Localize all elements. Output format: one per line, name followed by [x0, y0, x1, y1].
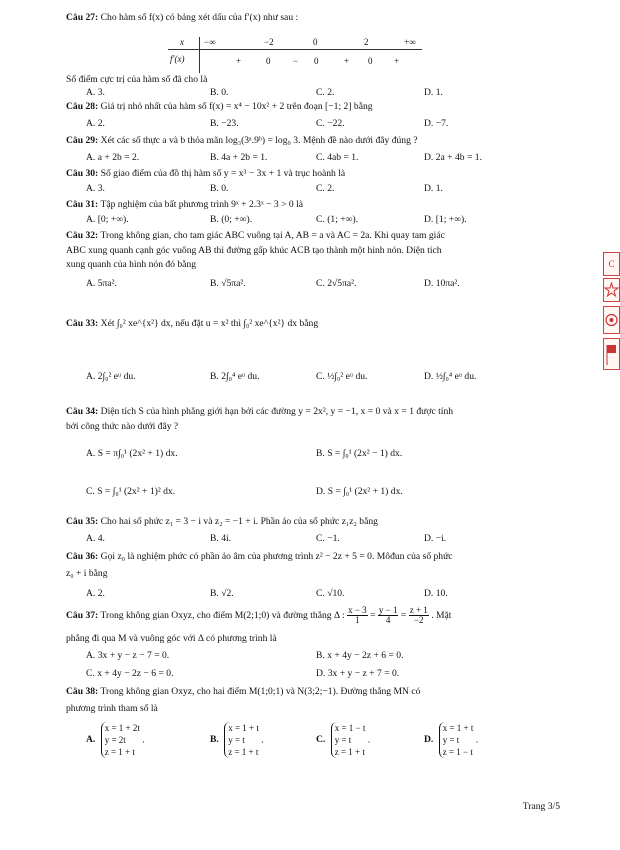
q32-option-a: A. 5πa². — [86, 278, 117, 289]
q27-option-b: B. 0. — [210, 87, 229, 98]
q38-option-a-letter: A. — [86, 734, 96, 746]
q37-equals: = — [400, 610, 407, 622]
q34-text-line2: bởi công thức nào dưới đây ? — [66, 421, 179, 432]
q37-option-a: A. 3x + y − z − 7 = 0. — [86, 650, 170, 661]
q38-option-b-system — [224, 722, 259, 758]
q27-option-d: D. 1. — [424, 87, 443, 98]
q38-option-c-row: y = t — [334, 735, 352, 746]
q28-text: Giá trị nhỏ nhất của hàm số f(x) = x⁴ − 10x² + 2 trên đoạn [−1; 2] bằng — [100, 101, 373, 112]
sign-table-sign: + — [236, 56, 242, 66]
q38-option-b — [210, 722, 264, 758]
q28-label: Câu 28: — [66, 101, 99, 112]
q38-stem-line1 — [66, 686, 420, 698]
q38-option-d — [424, 722, 478, 758]
q38-option-b-row: x = 1 + t — [228, 723, 259, 733]
q33-label: Câu 33: — [66, 318, 99, 329]
q38-option-c-system — [331, 722, 366, 758]
sign-table-vline — [199, 37, 200, 73]
q35-label: Câu 35: — [66, 516, 99, 527]
q37-fraction-y-den: 4 — [385, 615, 391, 626]
q37-fraction-y-num: y − 1 — [378, 605, 398, 615]
q38-option-b-row: y = t — [228, 735, 245, 746]
q38-option-a-end: . — [142, 734, 145, 746]
page-number: Trang 3/5 — [522, 801, 560, 812]
q27-question: Số điểm cực trị của hàm số đã cho là — [66, 74, 208, 85]
q33-stem — [66, 318, 318, 330]
q32-text-line2: ABC xung quanh cạnh góc vuông AB thì đường gấp khúc ACB tạo thành một hình nón. Diện tích — [66, 245, 442, 256]
q30-option-b: B. 0. — [210, 183, 229, 194]
q33-option-d: D. ½∫₀⁴ eᵘ du. — [424, 371, 477, 382]
q38-option-a — [86, 722, 145, 758]
q33-option-c: C. ½∫₀² eᵘ du. — [316, 371, 368, 382]
q27-option-c: C. 2. — [316, 87, 335, 98]
q29-option-c: C. 4ab = 1. — [316, 152, 359, 163]
q38-option-a-row: x = 1 + 2t — [104, 723, 140, 733]
q37-equals: = — [370, 610, 376, 622]
q38-option-c-letter: C. — [316, 734, 326, 746]
q32-option-b: B. √5πa². — [210, 278, 246, 289]
q30-option-c: C. 2. — [316, 183, 335, 194]
side-decoration-letter: C — [603, 252, 620, 276]
sign-table-sign: 0 — [368, 56, 373, 66]
sign-table-x-value: 2 — [364, 37, 369, 47]
q36-option-c: C. √10. — [316, 588, 345, 599]
q28-option-a: A. 2. — [86, 118, 105, 129]
q33-integral2: ∫₀² xe^{x²} dx — [243, 318, 298, 329]
q38-option-c-end: . — [367, 734, 371, 746]
q38-option-d-end: . — [475, 734, 479, 746]
q33-text-a: Xét — [100, 318, 115, 329]
q28-option-c: C. −22. — [316, 118, 345, 129]
q38-option-d-row: x = 1 + t — [442, 723, 474, 733]
q38-label: Câu 38: — [66, 686, 99, 697]
q37-text-a: Trong không gian Oxyz, cho điểm M(2;1;0) và đường thẳng Δ : — [100, 610, 345, 622]
q30-label: Câu 30: — [66, 168, 99, 179]
q36-label: Câu 36: — [66, 551, 99, 562]
q37-option-d: D. 3x + y − z + 7 = 0. — [316, 668, 400, 679]
q31-text: Tập nghiệm của bất phương trình 9ˣ + 2.3ˣ − 3 > 0 là — [100, 199, 304, 210]
q35-option-b: B. 4i. — [210, 533, 232, 544]
q37-option-b: B. x + 4y − 2z + 6 = 0. — [316, 650, 404, 661]
q34-option-d: D. S = ∫₀¹ (2x² + 1) dx. — [316, 486, 403, 497]
q36-option-b: B. √2. — [210, 588, 234, 599]
q33-text-b: nếu đặt u = x² thì — [175, 318, 241, 329]
sign-table-sign: 0 — [314, 56, 319, 66]
side-decoration-flag-icon — [603, 338, 620, 370]
q29-option-a: A. a + 2b = 2. — [86, 152, 140, 163]
q38-text-line2: phương trình tham số là — [66, 703, 158, 714]
q32-option-d: D. 10πa². — [424, 278, 460, 289]
sign-table-x-head: x — [180, 37, 184, 47]
q34-option-a: A. S = π∫₀¹ (2x² + 1) dx. — [86, 448, 178, 459]
q30-stem — [66, 168, 345, 180]
q37-fraction-x-den: 1 — [355, 615, 360, 626]
q30-text: Số giao điểm của đồ thị hàm số y = x³ − 3x + 1 và trục hoành là — [100, 168, 346, 179]
side-decoration-emblem-icon — [603, 306, 620, 334]
sign-table-sign: + — [394, 56, 400, 66]
q36-stem-line1 — [66, 551, 453, 563]
q30-option-d: D. 1. — [424, 183, 443, 194]
sign-table-fprime-head: f′(x) — [170, 54, 185, 64]
q32-stem-line1 — [66, 230, 445, 242]
q38-option-a-system — [101, 722, 140, 758]
sign-table-sign: + — [344, 56, 350, 66]
q34-label: Câu 34: — [66, 406, 99, 417]
q27-option-a: A. 3. — [86, 87, 105, 98]
q37-fraction-z-num: z + 1 — [409, 605, 428, 615]
q36-text-line1: Gọi z₀ là nghiệm phức có phần ảo âm của phương trình z² − 2z + 5 = 0. Môđun của số phức — [100, 551, 453, 562]
q38-option-d-row: y = t — [442, 735, 460, 746]
q38-option-c-row: x = 1 − t — [334, 723, 366, 733]
q32-text-line3: xung quanh của hình nón đó bằng — [66, 259, 197, 270]
q35-option-a: A. 4. — [86, 533, 105, 544]
q29-option-d: D. 2a + 4b = 1. — [424, 152, 482, 163]
sign-table-hline — [168, 49, 422, 50]
sign-table-x-value: −∞ — [204, 37, 216, 47]
q31-label: Câu 31: — [66, 199, 99, 210]
sign-table — [168, 37, 422, 73]
q38-option-b-row: z = 1 + t — [228, 747, 259, 758]
q31-option-d: D. [1; +∞). — [424, 214, 467, 225]
q28-option-b: B. −23. — [210, 118, 239, 129]
sign-table-x-value: −2 — [264, 37, 274, 47]
q37-fraction-x-num: x − 3 — [348, 605, 367, 615]
sign-table-x-value: 0 — [313, 37, 318, 47]
q31-option-b: B. (0; +∞). — [210, 214, 253, 225]
q34-text-line1: Diện tích S của hình phẳng giới hạn bởi các đường y = 2x², y = −1, x = 0 và x = 1 được tính — [100, 406, 454, 417]
q34-option-b: B. S = ∫₀¹ (2x² − 1) dx. — [316, 448, 403, 459]
q29-option-b: B. 4a + 2b = 1. — [210, 152, 268, 163]
q38-option-b-letter: B. — [210, 734, 219, 746]
q38-option-a-row: y = 2t — [104, 735, 126, 746]
q38-option-c-row: z = 1 + t — [334, 747, 365, 758]
sign-table-sign: − — [293, 56, 299, 66]
q27-stem — [66, 12, 298, 24]
q37-fraction-z — [409, 606, 429, 626]
q33-text-c: bằng — [299, 318, 319, 329]
side-decoration-star-icon — [603, 278, 620, 302]
q35-option-d: D. −i. — [424, 533, 447, 544]
q33-integral1: ∫₀² xe^{x²} dx, — [116, 318, 173, 329]
q37-fraction-y — [378, 606, 399, 626]
q37-fraction-z-den: −2 — [413, 615, 424, 626]
q28-option-d: D. −7. — [424, 118, 449, 129]
q35-option-c: C. −1. — [316, 533, 340, 544]
q37-label: Câu 37: — [66, 610, 99, 622]
q32-text-line1: Trong không gian, cho tam giác ABC vuông tại A, AB = a và AC = 2a. Khi quay tam giác — [100, 230, 445, 241]
q37-text-line2: phẳng đi qua M và vuông góc với Δ có phương trình là — [66, 633, 277, 644]
q33-option-a: A. 2∫₀² eᵘ du. — [86, 371, 136, 382]
side-decoration — [601, 248, 620, 376]
q35-stem — [66, 516, 378, 528]
q37-option-c: C. x + 4y − 2z − 6 = 0. — [86, 668, 174, 679]
q29-stem — [66, 135, 418, 147]
q37-fraction-x — [347, 606, 368, 626]
q29-label: Câu 29: — [66, 135, 99, 146]
q38-option-d-system — [439, 722, 474, 758]
q38-option-b-end: . — [261, 734, 264, 746]
q31-stem — [66, 199, 303, 211]
q31-option-c: C. (1; +∞). — [316, 214, 359, 225]
q35-text: Cho hai số phức z₁ = 3 − i và z₂ = −1 + i. Phần ảo của số phức z₁z₂ bằng — [100, 516, 378, 527]
q37-stem-line1 — [66, 606, 451, 626]
q36-option-d: D. 10. — [424, 588, 448, 599]
q32-option-c: C. 2√5πa². — [316, 278, 357, 289]
sign-table-x-value: +∞ — [404, 37, 416, 47]
q38-option-a-row: z = 1 + t — [104, 747, 135, 758]
q34-option-c: C. S = ∫₀¹ (2x² + 1)² dx. — [86, 486, 176, 497]
q30-option-a: A. 3. — [86, 183, 105, 194]
q31-option-a: A. [0; +∞). — [86, 214, 129, 225]
q32-label: Câu 32: — [66, 230, 99, 241]
q36-text-line2: z₀ + i bằng — [66, 568, 108, 579]
q37-text-b: . Mặt — [431, 610, 452, 622]
q27-label: Câu 27: — [66, 12, 99, 23]
q27-text: Cho hàm số f(x) có bảng xét dấu của f′(x) như sau : — [100, 12, 299, 23]
sign-table-sign: 0 — [266, 56, 271, 66]
q33-option-b: B. 2∫₀⁴ eᵘ du. — [210, 371, 260, 382]
q38-option-d-letter: D. — [424, 734, 434, 746]
q29-text: Xét các số thực a và b thỏa mãn log₃(3ᵃ.9ᵇ) = log₉ 3. Mệnh đề nào dưới đây đúng ? — [100, 135, 418, 146]
q36-option-a: A. 2. — [86, 588, 105, 599]
q28-stem — [66, 101, 373, 113]
q38-text-line1: Trong không gian Oxyz, cho hai điểm M(1;0;1) và N(3;2;−1). Đường thẳng MN có — [100, 686, 421, 697]
q34-stem-line1 — [66, 406, 453, 418]
q38-option-c — [316, 722, 370, 758]
q38-option-d-row: z = 1 − t — [442, 747, 473, 758]
